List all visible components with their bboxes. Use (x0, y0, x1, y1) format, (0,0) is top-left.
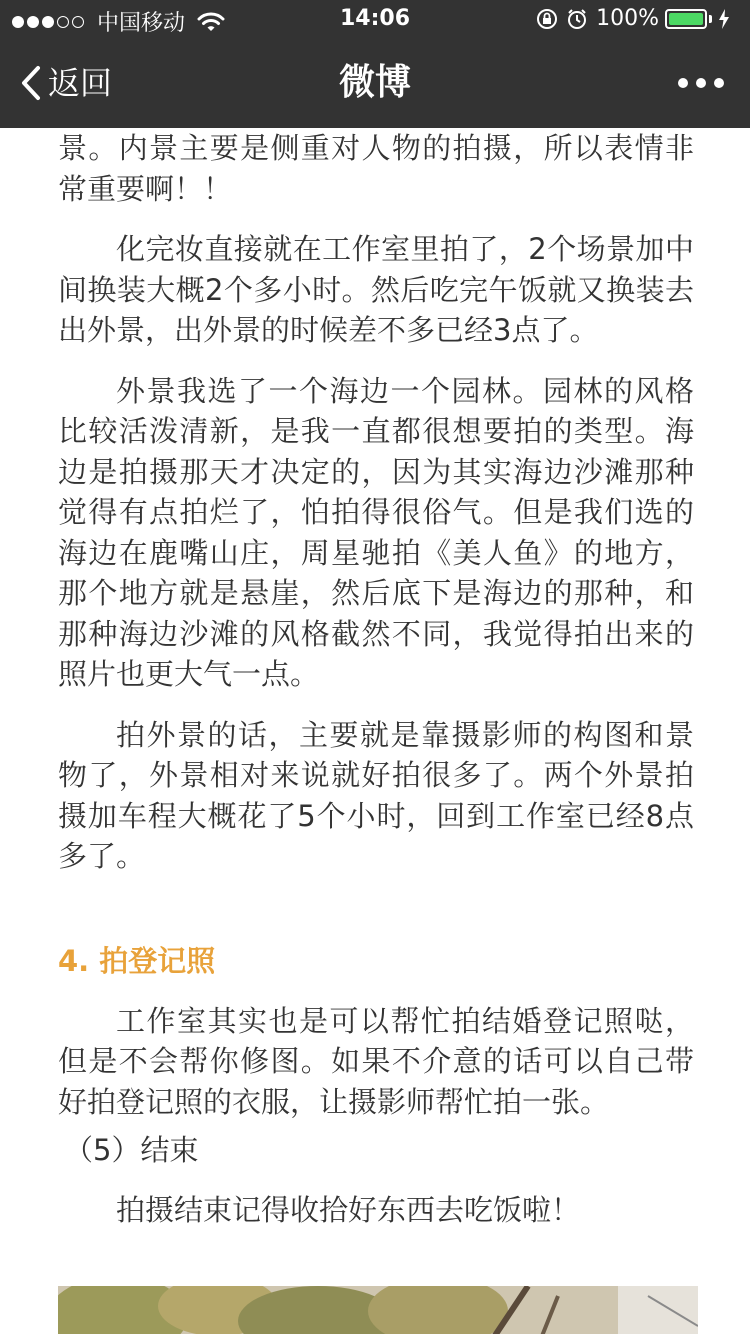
battery-icon (665, 9, 712, 29)
page-title: 微博 (338, 62, 411, 103)
battery-body (665, 9, 707, 29)
alarm-icon (566, 8, 588, 30)
more-dot (696, 78, 706, 88)
article-photo[interactable] (58, 1286, 698, 1334)
back-label: 返回 (48, 64, 113, 102)
charging-bolt-icon (718, 9, 730, 29)
article-body (58, 128, 694, 1231)
article-paragraph: 拍摄结束记得收拾好东西去吃饭啦！ (116, 1193, 581, 1227)
battery-percent: 100% (596, 6, 659, 31)
article-paragraph: 拍外景的话，主要就是靠摄影师的构图和景物了，外景相对来说就好拍很多了。两个外景拍摄加车程大概花了5个小时，回到工作室已经8点多了。 (58, 717, 694, 873)
status-bar (0, 0, 750, 40)
clock-time: 14:06 (339, 6, 411, 31)
status-right (536, 6, 738, 31)
article-scroll-area[interactable] (0, 128, 750, 1334)
battery-fill (669, 13, 703, 25)
carrier-name: 中国移动 (97, 11, 186, 36)
subheading: （5）结束 (64, 1133, 199, 1167)
article-paragraph: 工作室其实也是可以帮忙拍结婚登记照哒，但是不会帮你修图。如果不介意的话可以自己带好拍登记照的衣服，让摄影师帮忙拍一张。 (58, 1003, 694, 1119)
section-heading: 4. 拍登记照 (58, 943, 216, 978)
article-paragraph: 化完妆直接就在工作室里拍了，2个场景加中间换装大概2个多小时。然后吃完午饭就又换装去出外景，出外景的时候差不多已经3点了。 (58, 232, 694, 347)
rotation-lock-icon (536, 8, 558, 30)
navigation-bar (0, 40, 750, 128)
more-dot (678, 78, 688, 88)
article-paragraph: 外景我选了一个海边一个园林。园林的风格比较活泼清新，是我一直都很想要拍的类型。海边是拍摄那天才决定的，因为其实海边沙滩那种觉得有点拍烂了，怕拍得很俗气。但是我们选的海边在鹿嘴山庄，周星驰拍《美人鱼》的地方，那个地方就是悬崖，然后底下是海边的那种，和那种海边沙滩的风格截然不同，我觉得拍出来的照片也更大气一点。 (58, 373, 694, 691)
article-paragraph: 景。内景主要是侧重对人物的拍摄，所以表情非常重要啊！！ (58, 131, 694, 206)
battery-tip (709, 15, 712, 23)
more-options-button[interactable] (670, 68, 724, 98)
tree-photo-image (58, 1286, 698, 1334)
more-dot (714, 78, 724, 88)
